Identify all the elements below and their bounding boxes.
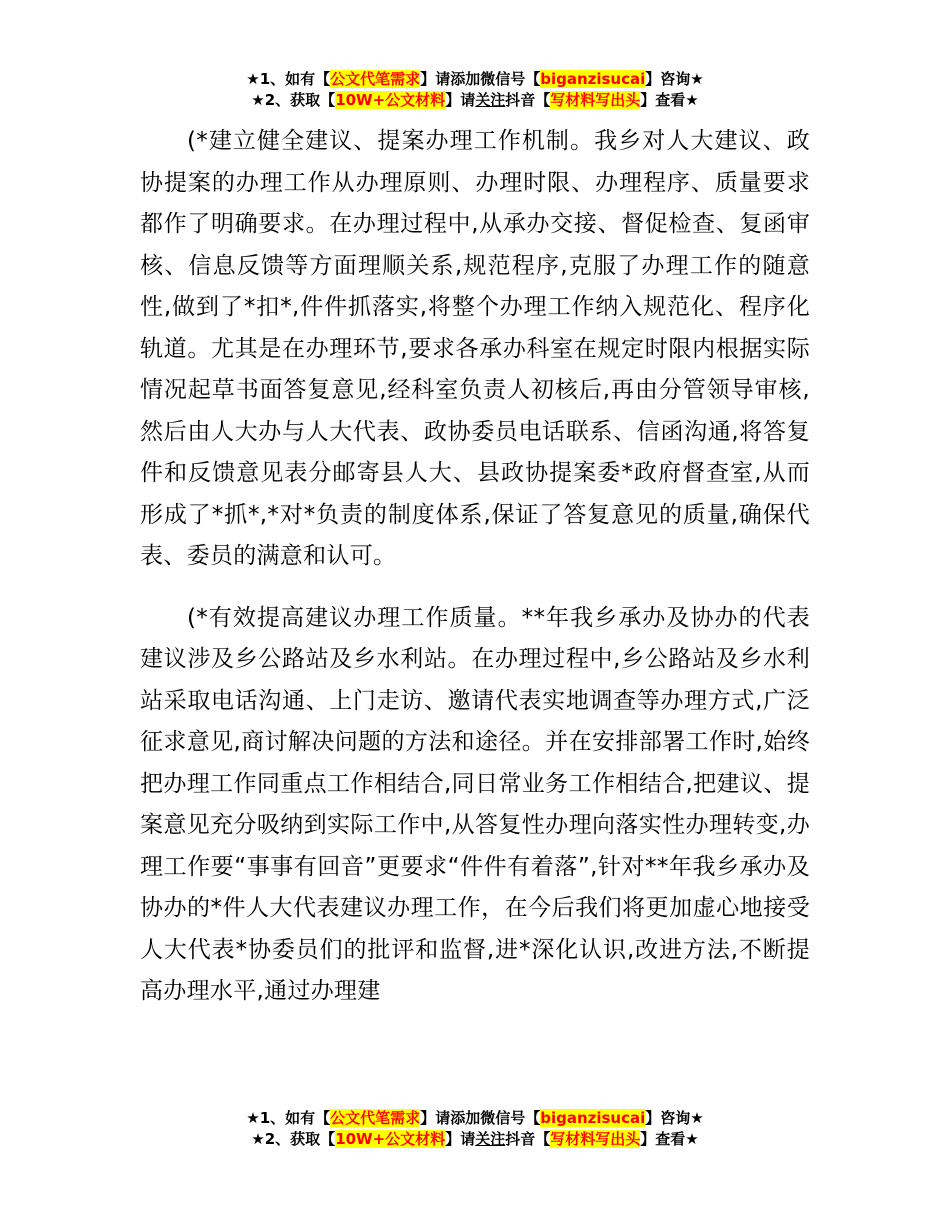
highlight-ghostwriting: 公文代笔需求 [330,1109,421,1127]
banner-line-1: ★1、如有【公文代笔需求】请添加微信号【biganzisucai】咨询★ [246,1109,704,1127]
highlight-wechat-id: biganzisucai [540,70,646,88]
highlight-wechat-id: biganzisucai [540,1109,646,1127]
paragraph-quality: (*有效提高建议办理工作质量。**年我乡承办及协办的代表建议涉及乡公路站及乡水利站。在办理过程中,乡公路站及乡水利站采取电话沟通、上门走访、邀请代表实地调查等办理方式,广泛征求意见,商讨解决问题的方法和途径。并在安排部署工作时,始终把办理工作同重点工作相结合,同日常业务工作相结合,把建议、提案意见充分吸纳到实际工作中,从答复性办理向落实性办理转变,办理工作要“事事有回音”更要求“件件有着落”,针对**年我乡承办及协办的*件人大代表建议办理工作，在今后我们将更加虚心地接受人大代表*协委员们的批评和监督,进*深化认识,改进方法,不断提高办理水平,通过办理建 [140,604,810,1004]
highlight-materials: 10W+公文材料 [335,91,446,109]
document-body [140,121,810,1013]
paragraph-mechanism: (*建立健全建议、提案办理工作机制。我乡对人大建议、政协提案的办理工作从办理原则、办理时限、办理程序、质量要求都作了明确要求。在办理过程中,从承办交接、督促检查、复函审核、信息反馈等方面理顺关系,规范程序,克服了办理工作的随意性,做到了*扣*,件件抓落实,将整个办理工作纳入规范化、程序化轨道。尤其是在办理环节,要求各承办科室在规定时限内根据实际情况起草书面答复意见,经科室负责人初核后,再由分管领导审核,然后由人大办与人大代表、政协委员电话联系、信函沟通,将答复件和反馈意见表分邮寄县人大、县政协提案委*政府督查室,从而形成了*抓*,*对*负责的制度体系,保证了答复意见的质量,确保代表、委员的满意和认可。 [140,128,810,569]
banner-line-1: ★1、如有【公文代笔需求】请添加微信号【biganzisucai】咨询★ [246,70,704,88]
highlight-ghostwriting: 公文代笔需求 [330,70,421,88]
underlined-follow: 关注 [475,1130,506,1148]
underlined-follow: 关注 [475,91,506,109]
banner-line-2: ★2、获取【10W+公文材料】请关注抖音【写材料写出头】查看★ [251,1130,699,1148]
header-banner [0,69,950,111]
footer-banner [0,1108,950,1150]
highlight-douyin-account: 写材料写出头 [550,1130,641,1148]
highlight-materials: 10W+公文材料 [335,1130,446,1148]
banner-line-2: ★2、获取【10W+公文材料】请关注抖音【写材料写出头】查看★ [251,91,699,109]
highlight-douyin-account: 写材料写出头 [550,91,641,109]
